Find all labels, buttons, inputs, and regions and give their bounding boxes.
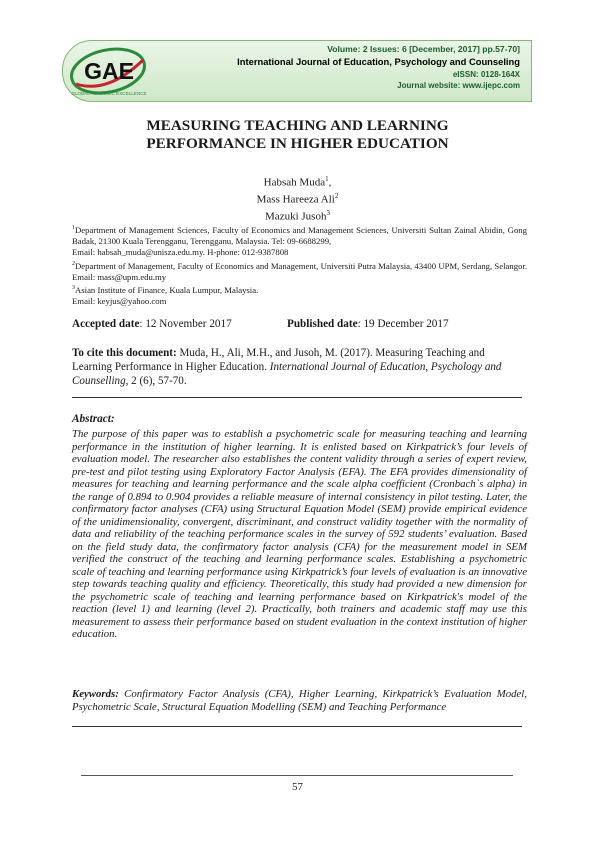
abstract-body: The purpose of this paper was to establish a psychometric scale for measuring teaching and learning performance in the institution of higher learning. It is enlisted based on Kirkpatrick’s four levels of evaluation model. The researcher also establishes the content validity through a series of expert review, pre-test and pilot testing using Exploratory Factor Analysis (EFA). The EFA provides dimensionality of measures for teaching and learning performance and the scale alpha coefficient (Cronbach`s alpha) in the range of 0.894 to 0.904 provides a reliable measure of internal consistency in pilot testing. Later, the confirmatory factor analyses (CFA) using Structural Equation Model (SEM) provide empirical evidence of the unidimensionality, convergent, discriminant, and construct validity together with the normality of data and reliability of the teaching performance scales in the survey of 592 students’ evaluation. Based on the field study data, the confirmatory factor analysis (CFA) for the measurement model in SEM verified the construct of the teaching and learning performance scales. Establishing a psychometric scale of teaching and learning performance using Kirkpatrick’s four levels of evaluation is an innovative step towards teaching quality and efficiency. Theoretically, this study had provided a new dimension for the psychometric scale of teaching and learning performance based on Kirkpatrick's model of the reaction (level 1) and learning (level 2). Practically, both trainers and academic staff may use this measurement to assess their performance based on student evaluation in the context institution of higher education.: [72, 428, 527, 640]
keywords: Keywords: Confirmatory Factor Analysis (CFA), Higher Learning, Kirkpatrick’s Evaluation Model, Psychometric Scale, Structural Equation Modelling (SEM) and Teaching Performance: [72, 688, 527, 713]
author: Mazuki Jusoh$^3$: [265, 209, 330, 223]
paper-title: [0, 117, 595, 152]
issn: eISSN: 0128-164X: [452, 70, 520, 79]
page-number: 57: [292, 781, 303, 793]
title-line-2: PERFORMANCE IN HIGHER EDUCATION: [146, 134, 449, 152]
journal-logo: [68, 46, 150, 98]
volume-info: Volume: 2 Issues: 6 [December, 2017] pp.57-70]: [327, 44, 520, 54]
affiliation-email[interactable]: Email: habsah_muda@unisza.edu.my. H-phone: 012-9387808: [72, 247, 289, 258]
title-line-1: MEASURING TEACHING AND LEARNING: [146, 117, 449, 134]
journal-website[interactable]: Journal website: www.ijepc.com: [397, 81, 520, 90]
section-divider: [72, 726, 522, 727]
journal-name: International Journal of Education, Psychology and Counseling: [237, 56, 520, 67]
logo-caption: GLOBAL ACADEMIC EXCELLENCE: [71, 91, 147, 96]
header-text-block: [237, 43, 520, 91]
citation: To cite this document: Muda, H., Ali, M.H., and Jusoh, M. (2017). Measuring Teaching and Learning Performance in Higher Education. International Journal of Education, Psychology and Counselling, 2 (6), 57-70.: [72, 347, 502, 388]
footer-rule: [81, 775, 513, 776]
abstract-heading: Abstract:: [72, 413, 115, 425]
author: Mass Hareeza Ali$^2$: [256, 192, 339, 206]
affiliation: $^3$Asian Institute of Finance, Kuala Lumpur, Malaysia. Email: keyjus@yahoo.com: [72, 284, 259, 306]
affiliation: $^1$Department of Management Sciences, Faculty of Economics and Management Sciences, Universiti Sultan Zainal Abidin, Gong Badak, 21300 Kuala Terengganu, Terengganu, Malaysia. Tel: 09-6688299, Email: habsah_muda@unisza.edu.my. H-phone: 012-9387808: [72, 224, 527, 258]
affiliation: $^2$Department of Management, Faculty of Economics and Management, Universiti Putra Malaysia, 43400 UPM, Serdang, Selangor. Email: mass@upm.edu.my: [72, 260, 527, 282]
affiliation-email[interactable]: Email: keyjus@yahoo.com: [72, 295, 167, 306]
author-list: [0, 173, 595, 224]
article-dates: [72, 318, 527, 331]
published-date: Published date: 19 December 2017: [287, 318, 449, 330]
section-divider: [72, 397, 522, 398]
journal-header: [62, 40, 532, 102]
accepted-date: Accepted date: 12 November 2017: [72, 318, 232, 330]
logo-text: GAE: [84, 58, 134, 84]
author: Habsah Muda$^1$,: [263, 175, 332, 189]
affiliations: [72, 223, 527, 307]
